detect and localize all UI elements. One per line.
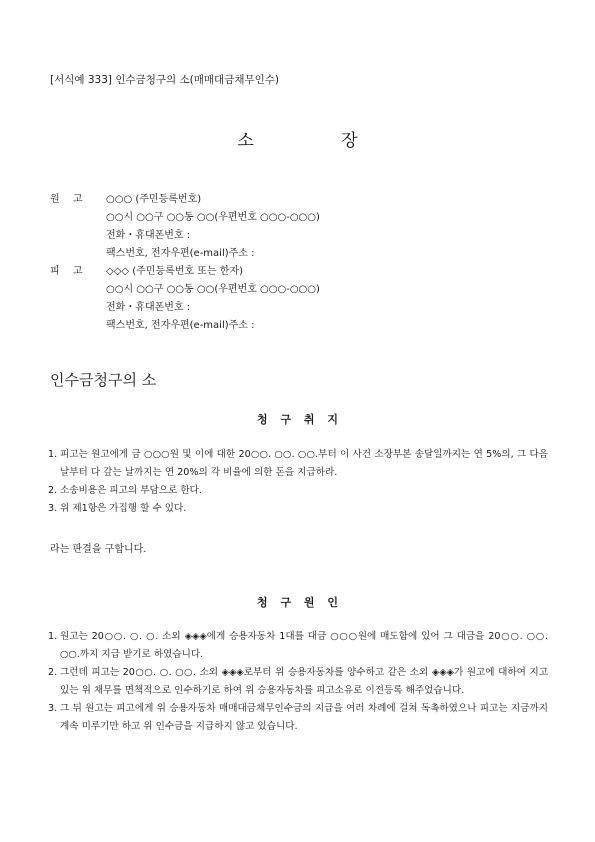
- claim-purpose-heading: 청 구 취 지: [257, 413, 338, 426]
- defendant-address: ○○시 ○○구 ○○동 ○○(우편번호 ○○○-○○○): [106, 284, 320, 295]
- list-item: [48, 700, 548, 736]
- plaintiff-address: ○○시 ○○구 ○○동 ○○(우편번호 ○○○-○○○): [106, 212, 320, 223]
- list-item: [48, 628, 548, 664]
- claim-cause-heading: 청 구 원 인: [257, 596, 338, 609]
- list-item: [48, 664, 548, 700]
- item-number: 3.: [48, 703, 58, 714]
- item-text: 피고는 원고에게 금 ○○○원 및 이에 대한 20○○. ○○. ○○.부터 이 사건 소장부본 송달일까지는 연 5%의, 그 다음날부터 다 갚는 날까지는 연 20%의 각 비율에 의한 돈을 지급하라.: [60, 449, 548, 478]
- item-text: 소송비용은 피고의 부담으로 한다.: [60, 485, 202, 496]
- item-number: 1.: [48, 449, 58, 460]
- plaintiff-phone: 전화・휴대폰번호 :: [106, 230, 191, 241]
- defendant-name: ◇◇◇ (주민등록번호 또는 한자): [106, 266, 244, 277]
- list-item: [48, 500, 548, 518]
- defendant-phone: 전화・휴대폰번호 :: [106, 302, 191, 313]
- judgment-request: 라는 판결을 구합니다.: [50, 544, 147, 555]
- item-number: 1.: [48, 631, 58, 642]
- item-text: 위 제1항은 가집행 할 수 있다.: [60, 503, 187, 514]
- item-text: 원고는 20○○. ○. ○. 소외 ◈◈◈에게 승용자동차 1대를 대금 ○○○원에 매도함에 있어 그 대금을 20○○. ○○. ○○.까지 지급 받기로 하였습니다.: [60, 631, 548, 660]
- item-number: 2.: [48, 485, 58, 496]
- list-item: [48, 482, 548, 500]
- case-title: 인수금청구의 소: [50, 371, 157, 389]
- form-header: [서식예 333] 인수금청구의 소(매매대금채무인수): [50, 74, 280, 86]
- claim-cause-list: [48, 628, 548, 736]
- plaintiff-fax-email: 팩스번호, 전자우편(e-mail)주소 :: [106, 248, 255, 259]
- defendant-fax-email: 팩스번호, 전자우편(e-mail)주소 :: [106, 320, 255, 331]
- item-text: 그런데 피고는 20○○. ○. ○○. 소외 ◈◈◈로부터 위 승용자동차를 양수하고 같은 소외 ◈◈◈가 원고에 대하여 지고 있는 위 채무를 면책적으로 인수하기로 하여 위 승용자동차를 피고소유로 이전등록 해주었습니다.: [60, 667, 548, 696]
- defendant-label: 피 고: [50, 266, 83, 277]
- list-item: [48, 446, 548, 482]
- item-number: 3.: [48, 503, 58, 514]
- plaintiff-name: ○○○ (주민등록번호): [106, 194, 202, 205]
- item-number: 2.: [48, 667, 58, 678]
- claim-purpose-list: [48, 446, 548, 518]
- plaintiff-label: 원 고: [50, 194, 83, 205]
- document-title: 소 장: [237, 131, 358, 151]
- item-text: 그 뒤 원고는 피고에게 위 승용자동차 매매대금채무인수금의 지급을 여러 차례에 걸쳐 독촉하였으나 피고는 지금까지 계속 미루기만 하고 위 인수금을 지급하지 않고 있습니다.: [60, 703, 548, 732]
